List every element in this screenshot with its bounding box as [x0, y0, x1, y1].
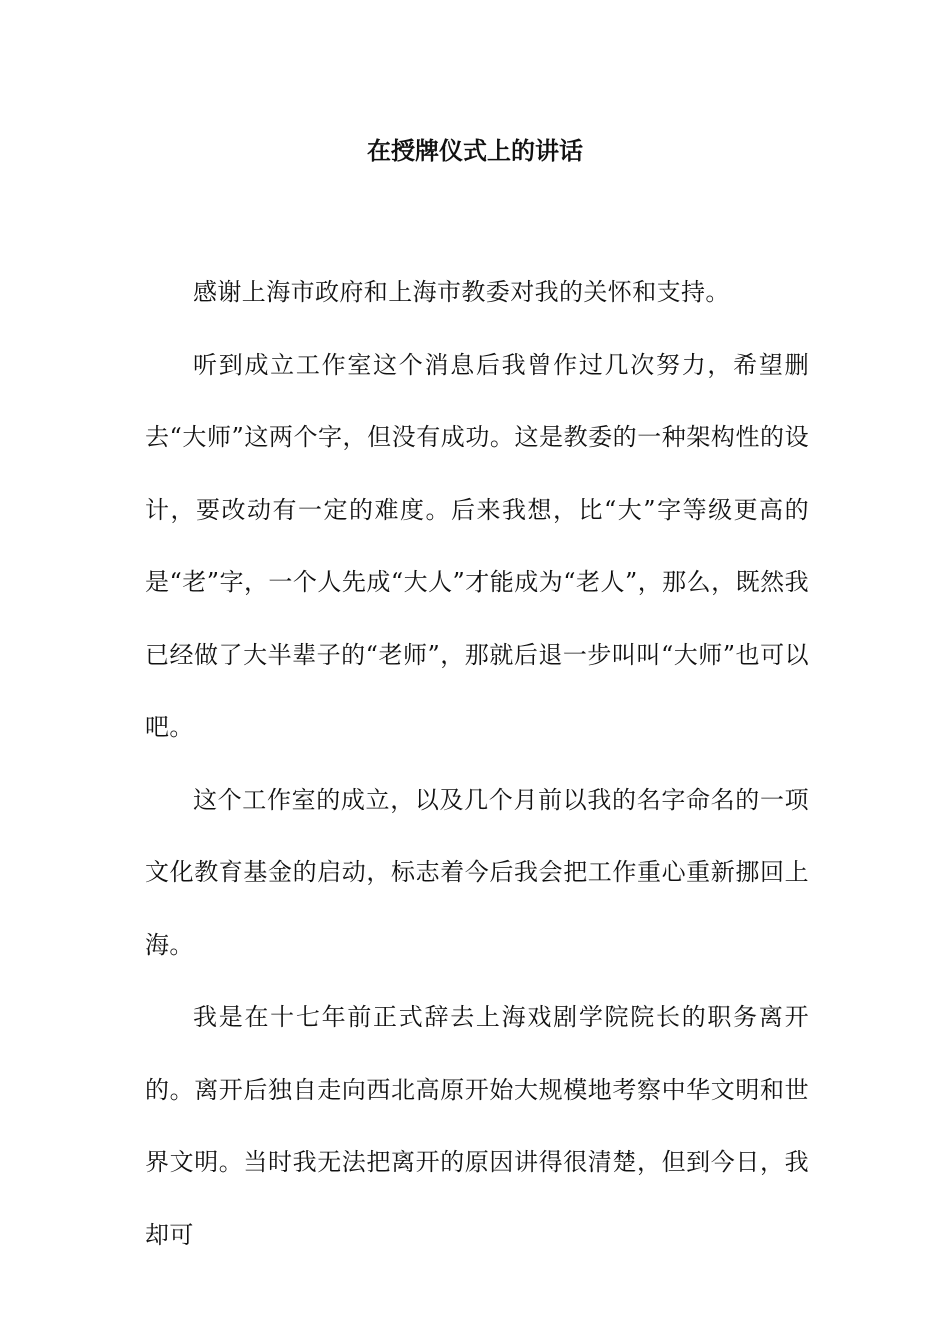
paragraph-2: 听到成立工作室这个消息后我曾作过几次努力，希望删去“大师”这两个字，但没有成功。这是教委的一种架构性的设计，要改动有一定的难度。后来我想，比“大”字等级更高的是“老”字，一个人先成“大人”才能成为“老人”，那么，既然我已经做了大半辈子的“老师”，那就后退一步叫叫“大师”也可以吧。: [145, 350, 809, 741]
document-body: [145, 256, 809, 1271]
document-title: 在授牌仪式上的讲话: [367, 136, 583, 165]
paragraph-3: 这个工作室的成立，以及几个月前以我的名字命名的一项文化教育基金的启动，标志着今后我会把工作重心重新挪回上海。: [145, 785, 809, 959]
paragraph-1: 感谢上海市政府和上海市教委对我的关怀和支持。: [193, 278, 730, 306]
paragraph-4: 我是在十七年前正式辞去上海戏剧学院院长的职务离开的。离开后独自走向西北高原开始大规模地考察中华文明和世界文明。当时我无法把离开的原因讲得很清楚，但到今日，我却可: [145, 1003, 809, 1249]
